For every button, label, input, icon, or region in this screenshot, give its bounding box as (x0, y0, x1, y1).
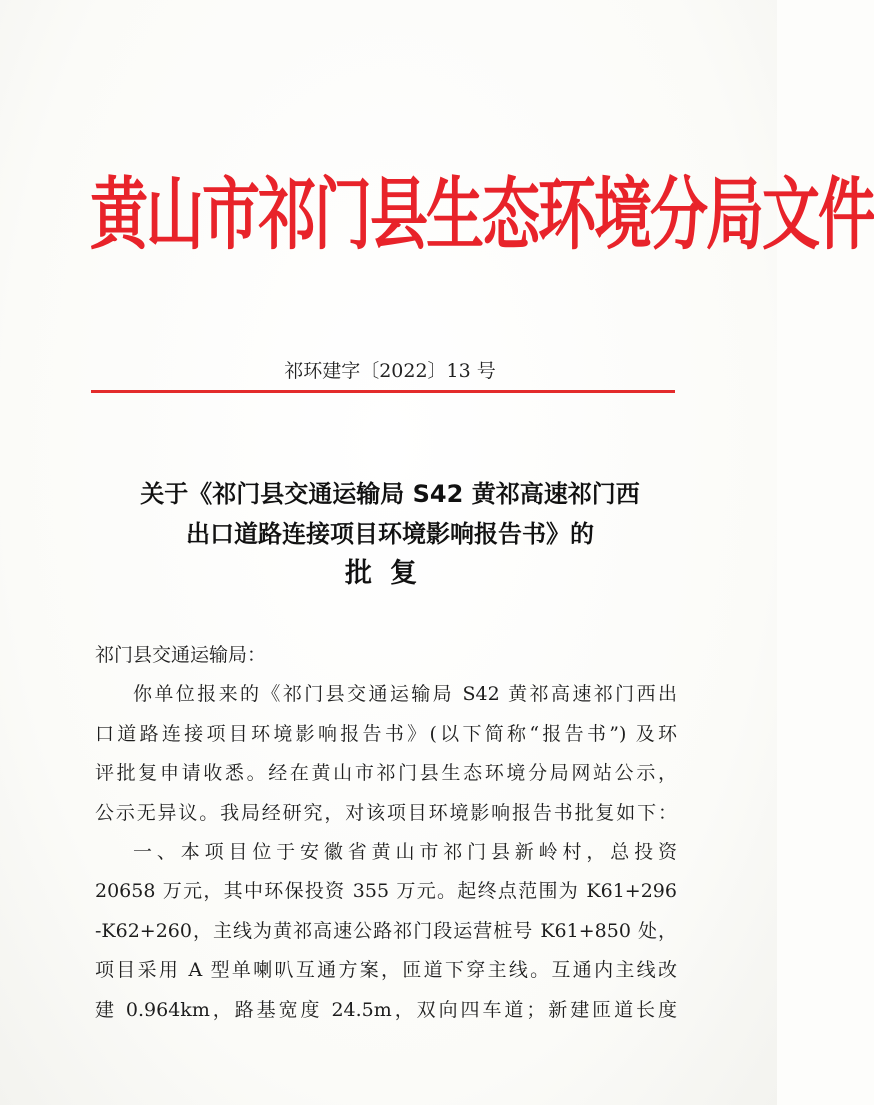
body-line: 你单位报来的《祁门县交通运输局 S42 黄祁高速祁门西出 (133, 683, 677, 706)
document-title (90, 474, 690, 594)
body-line: -K62+260，主线为黄祁高速公路祁门段运营桩号 K61+850 处， (95, 919, 677, 942)
red-divider-line (91, 390, 675, 393)
title-line-3: 批复 (345, 558, 435, 589)
addressee: 祁门县交通运输局： (95, 644, 267, 666)
body-line: 评批复申请收悉。经在黄山市祁门县生态环境分局网站公示， (95, 762, 677, 785)
body-line: 一、本项目位于安徽省黄山市祁门县新岭村，总投资 (133, 841, 677, 864)
issuer-header: 黄山市祁门县生态环境分局文件 (90, 168, 874, 261)
document-number: 祁环建字〔2022〕13 号 (284, 360, 496, 382)
body-line: 口道路连接项目环境影响报告书》(以下简称“报告书”) 及环 (95, 722, 677, 745)
body-line: 20658 万元，其中环保投资 355 万元。起终点范围为 K61+296 (95, 880, 677, 903)
document-body (95, 636, 677, 1030)
title-line-1: 关于《祁门县交通运输局 S42 黄祁高速祁门西 (140, 480, 640, 508)
title-line-2: 出口道路连接项目环境影响报告书》的 (186, 520, 594, 548)
body-line: 建 0.964km，路基宽度 24.5m，双向四车道；新建匝道长度 (95, 998, 677, 1021)
body-line: 公示无异议。我局经研究，对该项目环境影响报告书批复如下： (95, 801, 677, 824)
body-line: 项目采用 A 型单喇叭互通方案，匝道下穿主线。互通内主线改 (95, 959, 677, 982)
